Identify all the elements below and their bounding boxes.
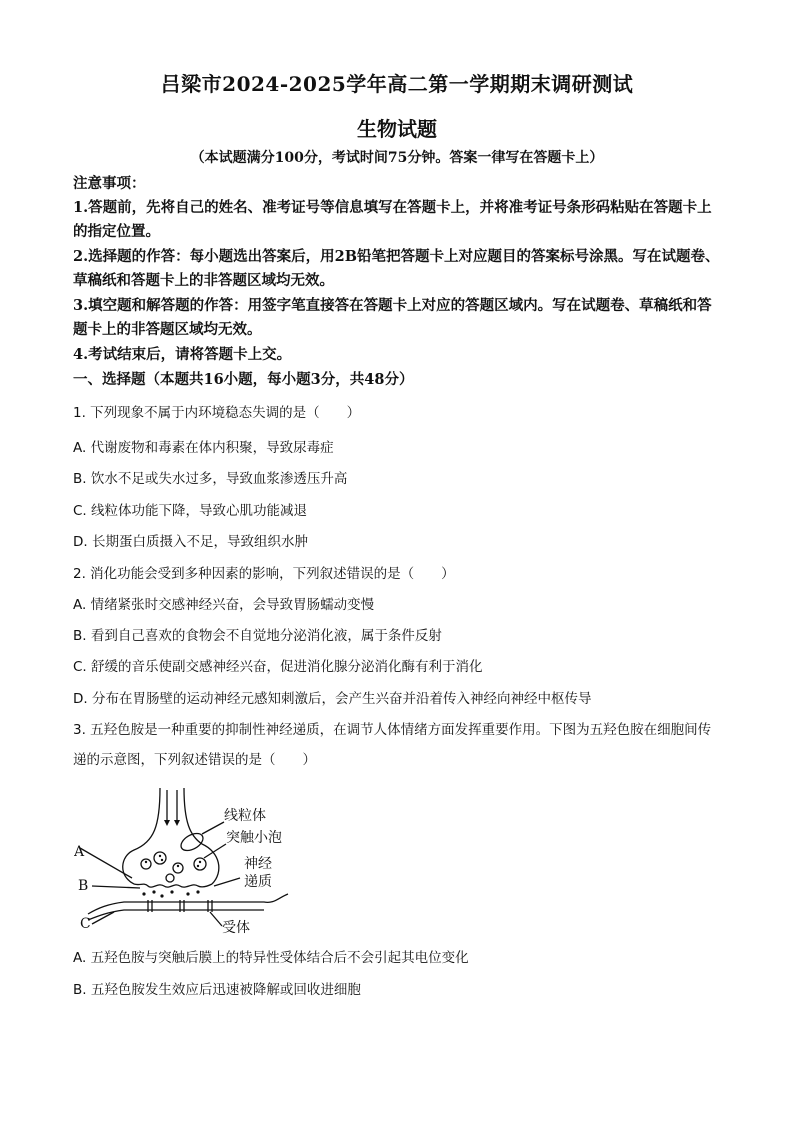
label-receptor: 受体	[222, 920, 250, 936]
presynaptic-membrane	[134, 884, 212, 887]
question-3-option-b: B. 五羟色胺发生效应后迅速被降解或回收进细胞	[73, 982, 361, 998]
question-2-option-c: C. 舒缓的音乐使副交感神经兴奋，促进消化腺分泌消化酶有利于消化	[73, 659, 483, 675]
question-1-option-d: D. 长期蛋白质摄入不足，导致组织水肿	[73, 534, 308, 550]
label-neurotransmitter-1: 神经	[244, 856, 272, 872]
subject-title: 生物试题	[357, 117, 437, 141]
exam-info: （本试题满分100分，考试时间75分钟。答案一律写在答题卡上）	[190, 150, 604, 166]
question-1-stem: 1. 下列现象不属于内环境稳态失调的是（ ）	[73, 405, 361, 421]
synapse-diagram	[74, 786, 314, 938]
note-item-4: 4.考试结束后，请将答题卡上交。	[73, 346, 292, 363]
label-neurotransmitter-2: 递质	[244, 874, 272, 890]
question-1-option-c: C. 线粒体功能下降，导致心肌功能减退	[73, 503, 308, 519]
label-a: A	[74, 844, 85, 860]
label-mitochondrion: 线粒体	[224, 808, 266, 824]
question-2-stem: 2. 消化功能会受到多种因素的影响，下列叙述错误的是（ ）	[73, 566, 455, 582]
note-item-1: 1.答题前，先将自己的姓名、准考证号等信息填写在答题卡上，并将准考证号条形码粘贴在答题卡上的指定位置。	[73, 199, 712, 240]
label-b: B	[78, 878, 89, 894]
axon-left-wall	[123, 788, 160, 884]
question-2-option-d: D. 分布在胃肠壁的运动神经元感知刺激后，会产生兴奋并沿着传入神经向神经中枢传导	[73, 691, 592, 707]
question-3-stem: 3. 五羟色胺是一种重要的抑制性神经递质，在调节人体情绪方面发挥重要作用。下图为五羟色胺在细胞间传递的示意图，下列叙述错误的是（ ）	[73, 722, 712, 768]
question-1-option-b: B. 饮水不足或失水过多，导致血浆渗透压升高	[73, 471, 348, 487]
notes-heading: 注意事项：	[73, 175, 146, 192]
question-1-option-a: A. 代谢废物和毒素在体内积聚，导致尿毒症	[73, 440, 334, 456]
question-2-option-a: A. 情绪紧张时交感神经兴奋，会导致胃肠蠕动变慢	[73, 597, 375, 613]
note-item-2: 2.选择题的作答：每小题选出答案后，用2B铅笔把答题卡上对应题目的答案标号涂黑。写在试题卷、草稿纸和答题卡上的非答题区域均无效。	[73, 248, 720, 289]
question-2-option-b: B. 看到自己喜欢的食物会不自觉地分泌消化液，属于条件反射	[73, 628, 442, 644]
label-c: C	[80, 916, 91, 932]
note-item-3: 3.填空题和解答题的作答：用签字笔直接答在答题卡上对应的答题区域内。写在试题卷、草稿纸和答题卡上的非答题区域均无效。	[73, 297, 712, 338]
label-vesicle: 突触小泡	[226, 830, 282, 846]
exam-title: 吕梁市2024-2025学年高二第一学期期末调研测试	[160, 72, 634, 96]
section-heading: 一、选择题（本题共16小题，每小题3分，共48分）	[73, 371, 414, 388]
question-3-option-a: A. 五羟色胺与突触后膜上的特异性受体结合后不会引起其电位变化	[73, 950, 469, 966]
